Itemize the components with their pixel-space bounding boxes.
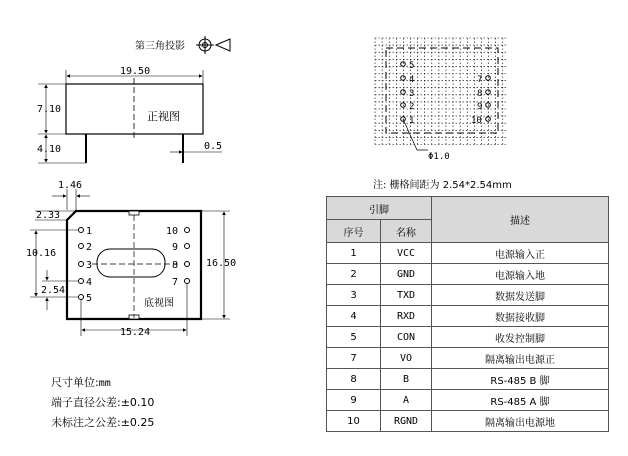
- bottom-pin-label: 4: [86, 277, 93, 288]
- pin-group-header: 引脚: [327, 197, 432, 220]
- grid-hole-diameter: Φ1.0: [428, 152, 450, 162]
- pin-desc: 收发控制脚: [432, 327, 609, 348]
- pin-desc: 隔离输出电源地: [432, 411, 609, 432]
- bottom-pin-label: 2: [86, 242, 93, 253]
- table-row: [327, 327, 609, 348]
- pin-desc: 电源输入正: [432, 243, 609, 264]
- pin-no: 2: [327, 264, 381, 285]
- pin-desc: RS-485 B 脚: [432, 369, 609, 390]
- pin-name: GND: [381, 264, 432, 285]
- pin-name: RXD: [381, 306, 432, 327]
- bottom-pin-label: 9: [172, 242, 179, 253]
- pin-table: [326, 196, 609, 432]
- pin-no: 8: [327, 369, 381, 390]
- pin-desc: 电源输入地: [432, 264, 609, 285]
- bottom-pin-label: 3: [86, 260, 93, 271]
- table-row: [327, 369, 609, 390]
- pin-no: 5: [327, 327, 381, 348]
- grid-pin-label: 1: [409, 116, 415, 126]
- front-view: [38, 70, 222, 163]
- front-pin-width-dim: 0.5: [204, 141, 223, 152]
- spec-label: 尺寸单位:: [51, 376, 99, 389]
- spec-label: 端子直径公差:: [51, 396, 121, 409]
- pin-no: 9: [327, 390, 381, 411]
- pin-name: A: [381, 390, 432, 411]
- spec-value: ±0.10: [120, 396, 155, 409]
- pin-name: B: [381, 369, 432, 390]
- pin-no: 4: [327, 306, 381, 327]
- bottom-dim-row-span: 10.16: [26, 248, 57, 259]
- pin-no: 1: [327, 243, 381, 264]
- desc-header: 描述: [432, 197, 609, 243]
- pin-desc: 隔离输出电源正: [432, 348, 609, 369]
- pin-desc: RS-485 A 脚: [432, 390, 609, 411]
- pin-name: RGND: [381, 411, 432, 432]
- bottom-dim-offset-y: 2.33: [36, 210, 61, 221]
- pin-no: 3: [327, 285, 381, 306]
- table-row: [327, 390, 609, 411]
- bottom-pin-label: 10: [166, 226, 179, 237]
- table-row: [327, 306, 609, 327]
- front-width-dim: 19.50: [120, 66, 151, 77]
- table-row: [327, 348, 609, 369]
- bottom-pin-label: 5: [86, 293, 93, 304]
- grid-pin-label: 3: [409, 89, 415, 99]
- grid-pin-label: 7: [477, 75, 483, 85]
- grid-spacing-note: 注: 栅格间距为 2.54*2.54mm: [373, 180, 512, 191]
- bottom-pin-label: 8: [172, 260, 179, 271]
- table-row: [327, 411, 609, 432]
- spec-value: mm: [98, 378, 111, 389]
- grid-pin-label: 4: [409, 75, 415, 85]
- name-header: 名称: [381, 220, 432, 243]
- front-height-dim: 7.10: [37, 104, 62, 115]
- spec-label: 未标注之公差:: [51, 416, 121, 429]
- front-view-label: 正视图: [147, 110, 180, 123]
- bottom-dim-height: 16.50: [206, 258, 237, 269]
- third-angle-projection-icon: [196, 36, 230, 54]
- grid-pin-label: 2: [409, 102, 415, 112]
- grid-pin-label: 9: [477, 102, 483, 112]
- front-pin-length-dim: 4.10: [37, 144, 62, 155]
- pin-desc: 数据接收脚: [432, 306, 609, 327]
- spec-line: [51, 414, 154, 430]
- table-row: [327, 285, 609, 306]
- bottom-pin-label: 7: [172, 277, 179, 288]
- table-row: [327, 264, 609, 285]
- pin-name: VO: [381, 348, 432, 369]
- pin-no: 7: [327, 348, 381, 369]
- grid-pin-label: 10: [471, 116, 482, 126]
- pin-name: VCC: [381, 243, 432, 264]
- spec-line: [51, 394, 154, 410]
- pin-no: 10: [327, 411, 381, 432]
- pin-desc: 数据发送脚: [432, 285, 609, 306]
- no-header: 序号: [327, 220, 381, 243]
- table-row: [327, 243, 609, 264]
- spec-line: [51, 374, 111, 390]
- bottom-dim-pitch: 2.54: [41, 285, 66, 296]
- bottom-view-label: 底视图: [144, 298, 174, 309]
- footprint-grid: [375, 38, 508, 150]
- grid-pin-label: 8: [477, 89, 483, 99]
- projection-label: 第三角投影: [135, 41, 185, 52]
- grid-pin-label: 5: [409, 61, 415, 71]
- bottom-dim-offset-x: 1.46: [58, 180, 83, 191]
- pin-name: CON: [381, 327, 432, 348]
- spec-value: ±0.25: [120, 416, 155, 429]
- pin-name: TXD: [381, 285, 432, 306]
- bottom-dim-col-span: 15.24: [120, 327, 151, 338]
- bottom-pin-label: 1: [86, 226, 93, 237]
